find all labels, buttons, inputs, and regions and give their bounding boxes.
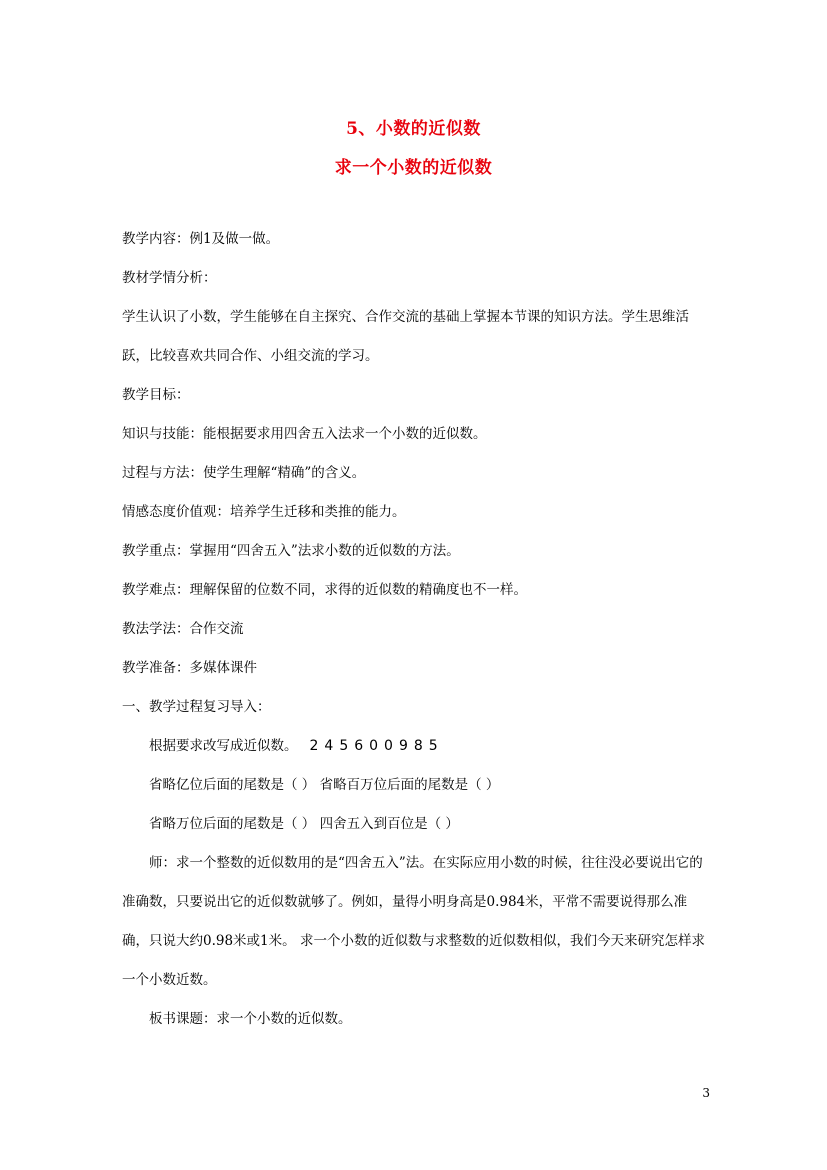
lesson-body (122, 229, 707, 1048)
review-number: 245600985 (309, 738, 444, 754)
goal-process: 过程与方法：使学生理解“精确”的含义。 (122, 465, 366, 481)
teacher-talk: 师：求一个整数的近似数用的是“四舍五入”法。在实际应用小数的时候，往往没必要说出它的准确数，只要说出它的近似数就够了。例如，量得小明身高是0.984米，平常不需要说得那么准确，只说大约0.98米或1米。 求一个小数的近似数与求整数的近似数相似，我们今天来研究怎样求一个小数近数。 (122, 855, 705, 988)
goals-heading: 教学目标： (122, 387, 190, 403)
goal-knowledge: 知识与技能：能根据要求用四舍五入法求一个小数的近似数。 (122, 426, 487, 442)
lesson-subtitle: 求一个小数的近似数 (334, 158, 493, 178)
lesson-title: 5、小数的近似数 (346, 119, 481, 139)
review-prompt: 根据要求改写成近似数。 (149, 738, 298, 754)
key-point: 教学重点：掌握用“四舍五入”法求小数的近似数的方法。 (122, 543, 460, 559)
goal-emotion: 情感态度价值观：培养学生迁移和类推的能力。 (122, 504, 406, 520)
board-title: 板书课题：求一个小数的近似数。 (149, 1011, 352, 1027)
page-number: 3 (702, 1086, 710, 1100)
review-question-2: 省略万位后面的尾数是（ ） 四舍五入到百位是（ ） (149, 816, 459, 832)
analysis-text: 学生认识了小数，学生能够在自主探究、合作交流的基础上掌握本节课的知识方法。学生思维活跃，比较喜欢共同合作、小组交流的学习。 (122, 309, 689, 364)
difficulty: 教学难点：理解保留的位数不同，求得的近似数的精确度也不一样。 (122, 582, 527, 598)
process-heading: 一、教学过程复习导入： (122, 699, 271, 715)
review-question-1: 省略亿位后面的尾数是（ ） 省略百万位后面的尾数是（ ） (149, 777, 500, 793)
analysis-heading: 教材学情分析： (122, 270, 217, 286)
teaching-content: 教学内容：例1及做一做。 (122, 231, 280, 247)
teaching-preparation: 教学准备：多媒体课件 (122, 660, 257, 676)
review-prompt-line (122, 736, 707, 757)
teaching-method: 教法学法：合作交流 (122, 621, 244, 637)
